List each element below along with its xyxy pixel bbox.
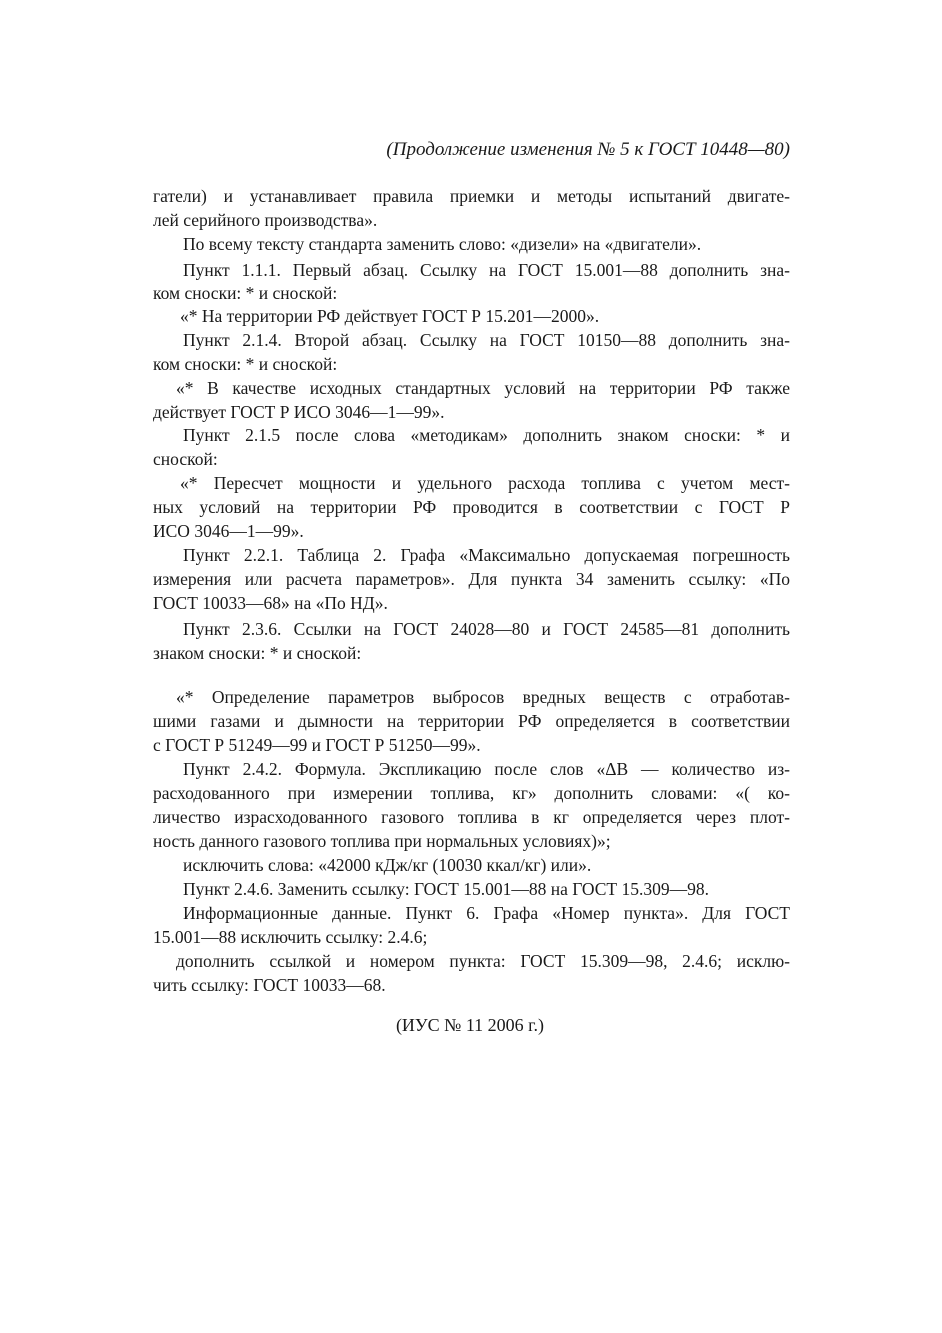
text-line: По всему тексту стандарта заменить слово: «дизели» на «двигатели». (183, 234, 702, 254)
text-line: «* Определение параметров выбросов вредных веществ с отработав- (176, 687, 790, 707)
text-line: «* На территории РФ действует ГОСТ Р 15.201—2000». (180, 306, 600, 326)
text-line: шими газами и дымности на территории РФ определяется в соответствии (153, 711, 790, 731)
text-line: исключить слова: «42000 кДж/кг (10030 ккал/кг) или». (183, 855, 592, 875)
text-line: ГОСТ 10033—68» на «По НД». (153, 593, 388, 613)
text-line: личество израсходованного газового топлива в кг определяется через плот- (153, 807, 790, 827)
text-line: ность данного газового топлива при нормальных условиях)»; (153, 831, 611, 851)
text-line: «* Пересчет мощности и удельного расхода топлива с учетом мест- (180, 473, 790, 493)
text-line: Пункт 2.4.2. Формула. Экспликацию после слов «ΔB — количество из- (183, 759, 790, 779)
text-line: Пункт 2.3.6. Ссылки на ГОСТ 24028—80 и ГОСТ 24585—81 дополнить (183, 619, 790, 639)
text-line: знаком сноски: * и сноской: (153, 643, 362, 663)
text-line: Информационные данные. Пункт 6. Графа «Номер пункта». Для ГОСТ (183, 903, 790, 923)
text-line: «* В качестве исходных стандартных условий на территории РФ также (176, 378, 790, 398)
text-line: действует ГОСТ Р ИСО 3046—1—99». (153, 402, 445, 422)
text-line: дополнить ссылкой и номером пункта: ГОСТ 15.309—98, 2.4.6; исклю- (176, 951, 790, 971)
text-line: Пункт 1.1.1. Первый абзац. Ссылку на ГОСТ 15.001—88 дополнить зна- (183, 260, 790, 280)
text-line: гатели) и устанавливает правила приемки и методы испытаний двигате- (153, 186, 790, 206)
text-line: расходованного при измерении топлива, кг» дополнить словами: «( ко- (153, 783, 790, 803)
text-line: ком сноски: * и сноской: (153, 283, 338, 303)
text-line: измерения или расчета параметров». Для пункта 34 заменить ссылку: «По (153, 569, 790, 589)
text-line: с ГОСТ Р 51249—99 и ГОСТ Р 51250—99». (153, 735, 481, 755)
text-line: ных условий на территории РФ проводится в соответствии с ГОСТ Р (153, 497, 790, 517)
text-line: ком сноски: * и сноской: (153, 354, 338, 374)
text-line: сноской: (153, 449, 218, 469)
text-line: 15.001—88 исключить ссылку: 2.4.6; (153, 927, 428, 947)
text-line: ИСО 3046—1—99». (153, 521, 304, 541)
text-line: Пункт 2.4.6. Заменить ссылку: ГОСТ 15.001—88 на ГОСТ 15.309—98. (183, 879, 709, 899)
publication-reference: (ИУС № 11 2006 г.) (395, 1015, 545, 1035)
text-line: Пункт 2.2.1. Таблица 2. Графа «Максимально допускаемая погрешность (183, 545, 790, 565)
text-line: Пункт 2.1.4. Второй абзац. Ссылку на ГОСТ 10150—88 дополнить зна- (183, 330, 790, 350)
text-line: чить ссылку: ГОСТ 10033—68. (153, 975, 386, 995)
text-line: лей серийного производства». (153, 210, 378, 230)
page-header: (Продолжение изменения № 5 к ГОСТ 10448—80) (386, 139, 790, 160)
text-line: Пункт 2.1.5 после слова «методикам» дополнить знаком сноски: * и (183, 425, 790, 445)
